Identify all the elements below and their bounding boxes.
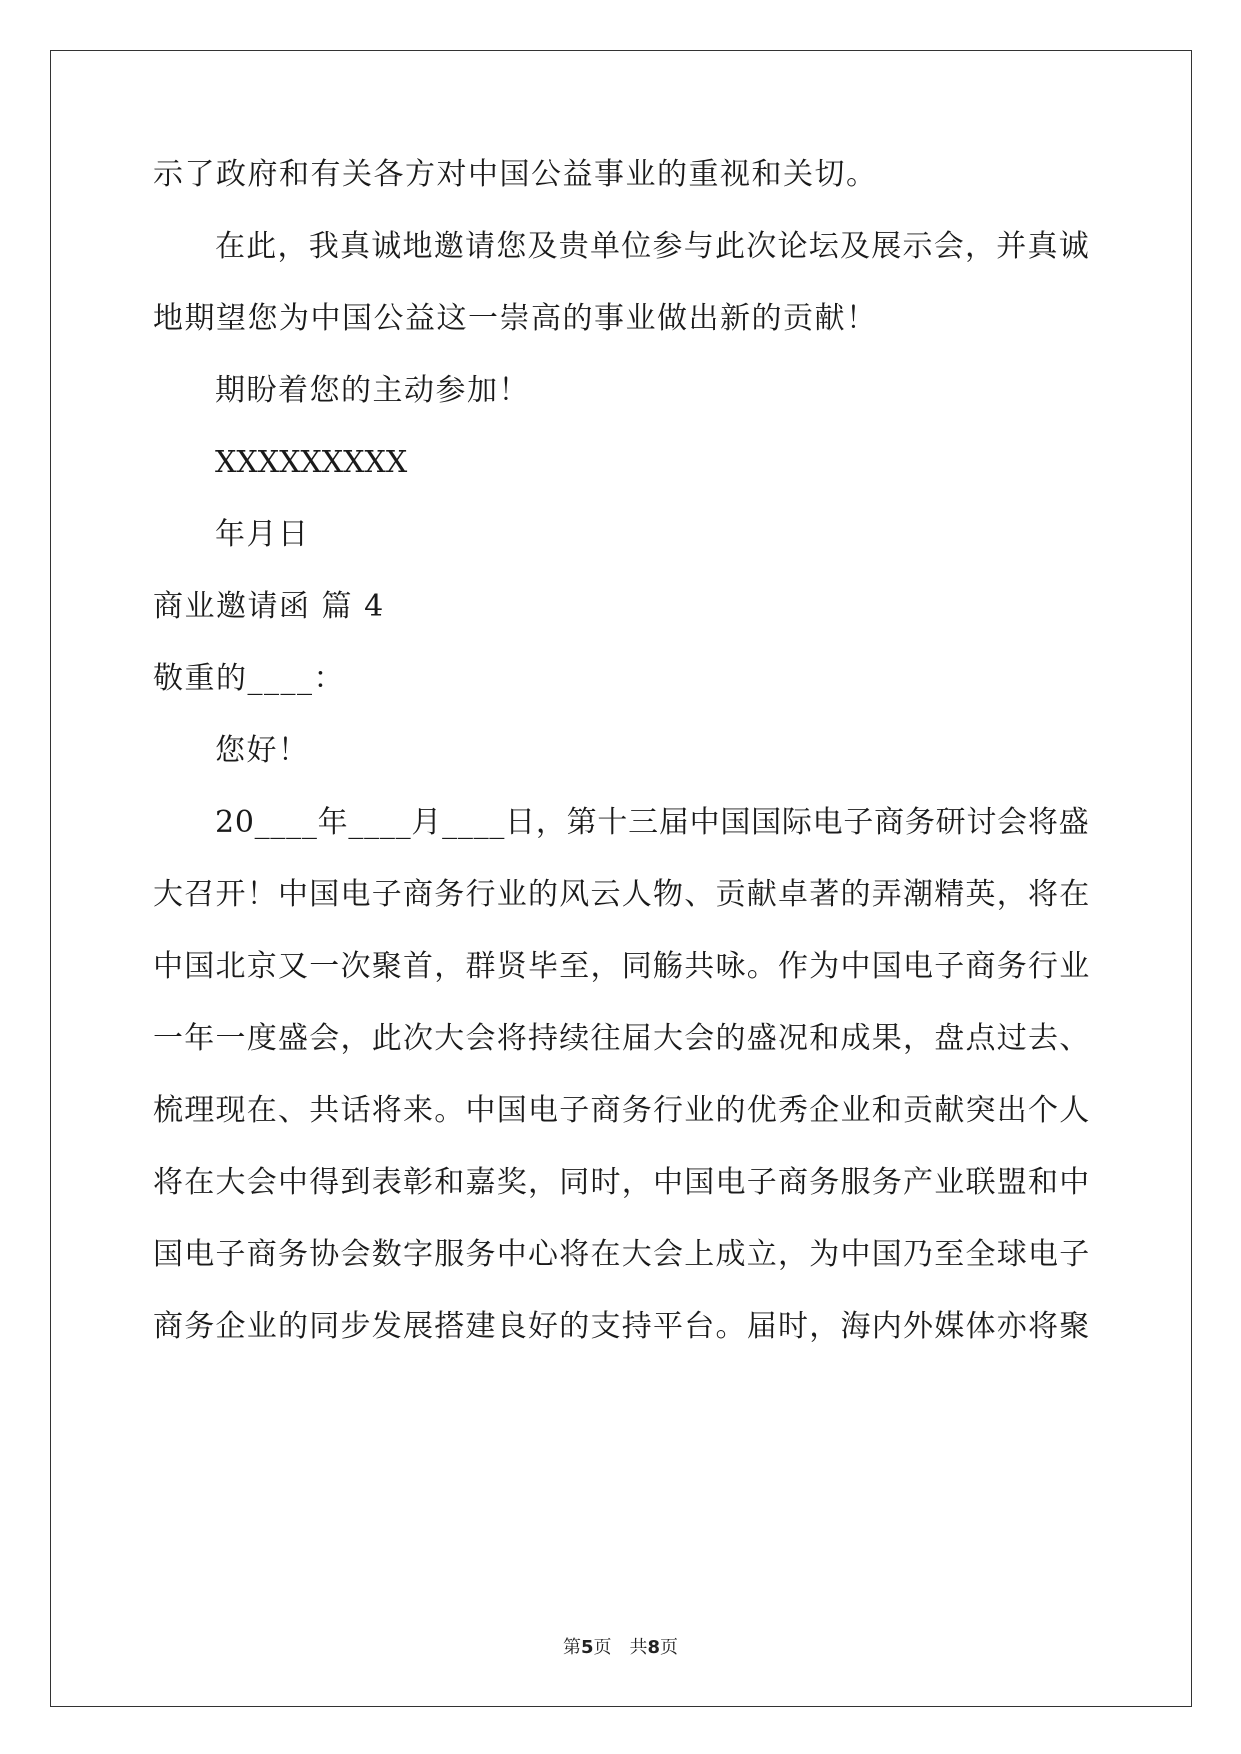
- salutation: 敬重的____：: [153, 661, 345, 696]
- paragraph-line: 示了政府和有关各方对中国公益事业的重视和关切。: [153, 157, 878, 192]
- signature-placeholder: XXXXXXXXX: [215, 445, 408, 480]
- paragraph-line: 地期望您为中国公益这一崇高的事业做出新的贡献！: [153, 301, 878, 336]
- paragraph-line: 将在大会中得到表彰和嘉奖，同时，中国电子商务服务产业联盟和中: [153, 1165, 1091, 1200]
- paragraph-line: 在此，我真诚地邀请您及贵单位参与此次论坛及展示会，并真诚: [215, 229, 1090, 264]
- paragraph-line: 一年一度盛会，此次大会将持续往届大会的盛况和成果，盘点过去、: [153, 1021, 1091, 1056]
- footer-prefix: 第: [562, 1637, 581, 1658]
- paragraph-line: 期盼着您的主动参加！: [215, 373, 530, 408]
- section-title: 商业邀请函 篇 4: [153, 589, 385, 624]
- paragraph-line: 商务企业的同步发展搭建良好的支持平台。届时，海内外媒体亦将聚: [153, 1309, 1091, 1344]
- paragraph-line: 梳理现在、共话将来。中国电子商务行业的优秀企业和贡献突出个人: [153, 1093, 1091, 1128]
- date-line: 年月日: [215, 517, 310, 552]
- paragraph-line: 20____年____月____日，第十三届中国国际电子商务研讨会将盛: [215, 805, 1090, 840]
- paragraph-line: 国电子商务协会数字服务中心将在大会上成立，为中国乃至全球电子: [153, 1237, 1091, 1272]
- page-footer: [0, 1633, 1241, 1659]
- current-page-number: 5: [580, 1637, 594, 1658]
- paragraph-line: 中国北京又一次聚首，群贤毕至，同觞共咏。作为中国电子商务行业: [153, 949, 1091, 984]
- total-pages-number: 8: [647, 1637, 661, 1658]
- footer-suffix: 页: [660, 1637, 679, 1658]
- footer-middle: 页 共: [593, 1637, 648, 1658]
- paragraph-line: 大召开！中国电子商务行业的风云人物、贡献卓著的弄潮精英，将在: [153, 877, 1091, 912]
- greeting: 您好！: [215, 733, 310, 768]
